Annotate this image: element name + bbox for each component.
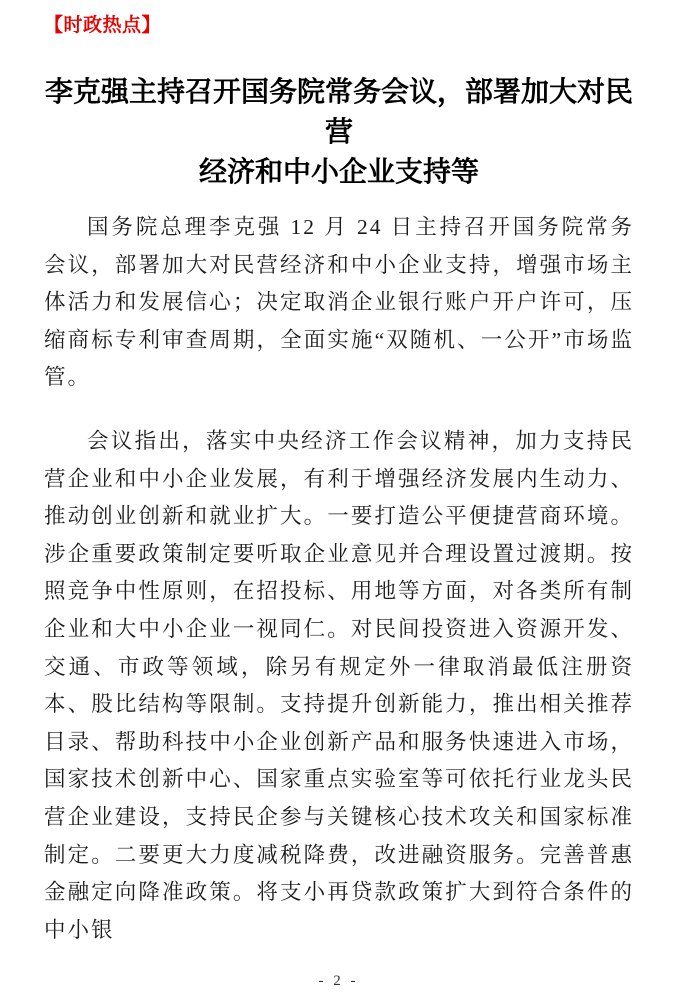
section-tag: 【时政热点】 [44,15,162,36]
paragraph-2: 会议指出，落实中央经济工作会议精神，加力支持民营企业和中小企业发展，有利于增强经济发展内生动力、推动创业创新和就业扩大。一要打造公平便捷营商环境。涉企重要政策制定要听取企业意见并合理设置过渡期。按照竞争中性原则，在招投标、用地等方面，对各类所有制企业和大中小企业一视同仁。对民间投资进入资源开发、交通、市政等领域，除另有规定外一律取消最低注册资本、股比结构等限制。支持提升创新能力，推出相关推荐目录、帮助科技中小企业创新产品和服务快速进入市场，国家技术创新中心、国家重点实验室等可依托行业龙头民营企业建设，支持民企参与关键核心技术攻关和国家标准制定。二要更大力度减税降费，改进融资服务。完善普惠金融定向降准政策。将支小再贷款政策扩大到符合条件的中小银 [44,428,634,942]
title-line-2: 经济和中小企业支持等 [198,157,479,188]
title-line-1: 李克强主持召开国务院常务会议，部署加大对民营 [44,77,633,148]
document-title [44,73,634,193]
page-number: - 2 - [318,973,359,989]
paragraph-1: 国务院总理李克强 12 月 24 日主持召开国务院常务会议，部署加大对民营经济和中小企业支持，增强市场主体活力和发展信心；决定取消企业银行账户开户许可，压缩商标专利审查周期，全面实施“双随机、一公开”市场监管。 [44,215,634,390]
